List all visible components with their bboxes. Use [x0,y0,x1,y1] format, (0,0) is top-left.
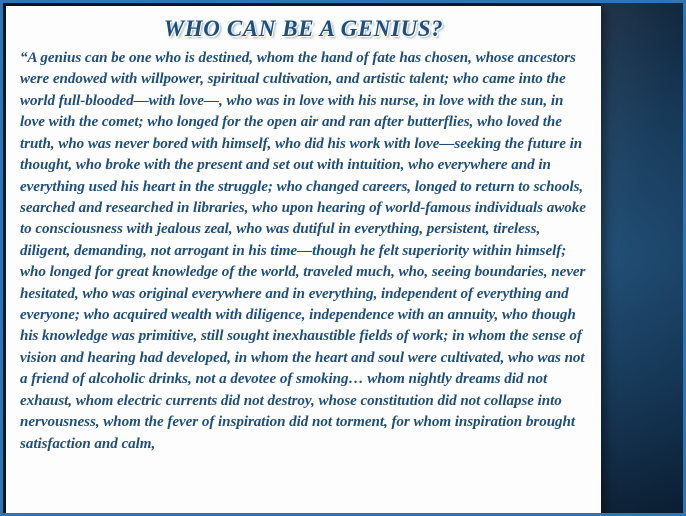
page-title: WHO CAN BE A GENIUS? [163,16,444,41]
content-card [6,6,601,516]
background-sheen [601,3,686,513]
body-paragraph: “A genius can be one who is destined, whom the hand of fate has chosen, whose ancestors were endowed with willpower, spiritual cultivation, and artistic talent; who came into the world full-blooded—with love—, who was in love with his nurse, in love with the sun, in love with the comet; who longed for the open air and ran after butterflies, who loved the truth, who was never bored with himself, who did his work with love—seeking the future in thought, who broke with the present and set out with intuition, who everywhere and in everything used his heart in the struggle; who changed careers, longed to return to schools, searched and researched in libraries, who upon hearing of world-famous individuals awoke to consciousness with jealous zeal, who was dutiful in everything, persistent, tireless, diligent, demanding, not arrogant in his time—though he felt superiority within himself; who longed for great knowledge of the world, traveled much, who, seeing boundaries, never hesitated, who was original everywhere and in everything, independent of everything and everyone; who acquired wealth with diligence, independence with an annuity, who though his knowledge was primitive, still sought inexhaustible fields of work; in whom the sense of vision and hearing had developed, in whom the heart and soul were cultivated, who was not a friend of alcoholic drinks, not a devotee of smoking… whom nightly dreams did not exhaust, whom electric currents did not destroy, whose constitution did not collapse into nervousness, whom the fever of inspiration did not torment, for whom inspiration brought satisfaction and calm, [20,50,586,452]
